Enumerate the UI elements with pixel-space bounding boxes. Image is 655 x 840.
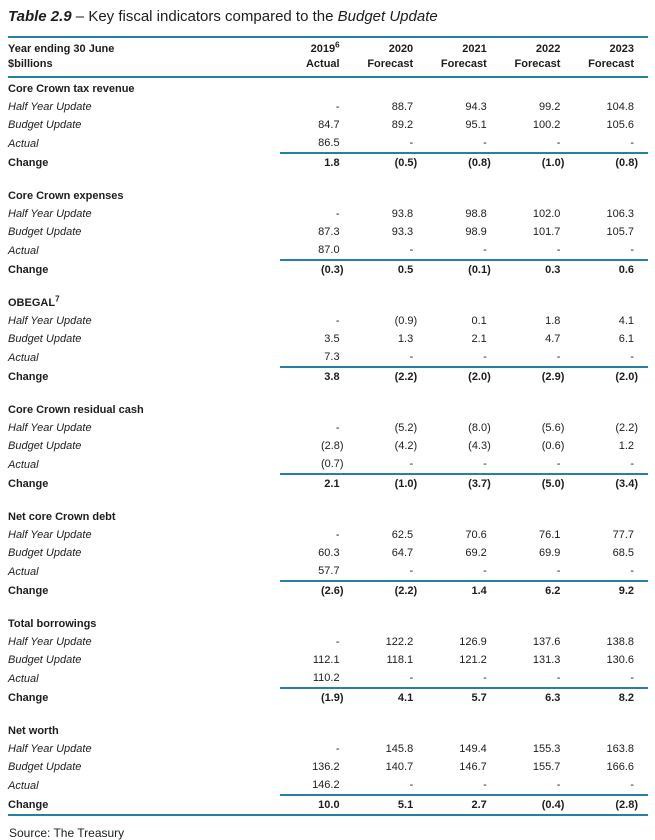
value-cell: 60.3 — [318, 547, 340, 559]
row-label: Budget Update — [8, 440, 82, 452]
section-title-text: OBEGAL — [8, 297, 56, 309]
section-superscript: 7 — [55, 294, 60, 304]
value-cell: (0.1) — [427, 260, 501, 279]
value-cell: 98.9 — [465, 226, 487, 238]
value-cell: (5.2) — [394, 422, 418, 434]
value-cell: - — [483, 565, 487, 577]
data-row — [8, 740, 648, 758]
column-superscript: 6 — [335, 40, 340, 50]
row-label: Half Year Update — [8, 208, 92, 220]
value-cell: - — [335, 208, 340, 220]
section-gap — [8, 600, 648, 613]
value-cell: 84.7 — [318, 119, 340, 131]
value-cell: - — [556, 244, 561, 256]
section-header-row — [8, 506, 648, 526]
value-cell: - — [409, 672, 414, 684]
column-header — [501, 37, 575, 77]
column-sub-label: Forecast — [440, 58, 487, 70]
value-cell: 0.3 — [501, 260, 575, 279]
section-gap — [8, 386, 648, 399]
value-cell: 6.3 — [501, 688, 575, 707]
header-row — [8, 37, 648, 77]
value-cell: 88.7 — [391, 101, 414, 113]
section-header-row — [8, 399, 648, 419]
value-cell: 122.2 — [385, 636, 414, 648]
column-year-text: 2019 — [310, 43, 336, 55]
value-cell: - — [483, 137, 487, 149]
change-row — [8, 260, 648, 279]
value-cell: 102.0 — [532, 208, 561, 220]
value-cell: 1.4 — [427, 581, 501, 600]
data-row — [8, 544, 648, 562]
gap-cell — [8, 707, 648, 720]
data-row — [8, 651, 648, 669]
value-cell: (1.9) — [280, 688, 354, 707]
value-cell: 10.0 — [280, 795, 354, 815]
section-header-row — [8, 613, 648, 633]
column-year — [427, 42, 487, 57]
section-title — [8, 399, 648, 419]
value-cell: 69.2 — [465, 547, 487, 559]
value-cell: 76.1 — [538, 529, 561, 541]
value-cell: 86.5 — [318, 137, 340, 149]
value-cell: - — [630, 672, 634, 684]
source-note: Source: The Treasury — [9, 826, 125, 840]
value-cell: 104.8 — [606, 101, 634, 113]
value-cell: 155.7 — [532, 761, 561, 773]
value-cell: (4.2) — [394, 440, 418, 452]
value-cell: 140.7 — [385, 761, 414, 773]
column-year-text: 2021 — [462, 43, 487, 55]
gap-cell — [8, 279, 648, 292]
row-label: Actual — [8, 351, 39, 364]
column-sub-label: Forecast — [588, 58, 634, 70]
value-cell: 0.1 — [471, 315, 487, 327]
value-cell: 155.3 — [532, 743, 561, 755]
row-label: Budget Update — [8, 226, 82, 238]
value-cell: 106.3 — [606, 208, 634, 220]
data-row — [8, 455, 648, 474]
row-label: Budget Update — [8, 119, 82, 131]
value-cell: 69.9 — [538, 547, 561, 559]
fiscal-indicators-table — [8, 36, 648, 822]
value-cell: (4.3) — [468, 440, 491, 452]
value-cell: - — [556, 351, 561, 363]
value-cell: 145.8 — [385, 743, 414, 755]
row-label: Change — [8, 156, 49, 169]
section-gap — [8, 493, 648, 506]
data-row — [8, 241, 648, 260]
value-cell: - — [409, 244, 414, 256]
value-cell: 149.4 — [459, 743, 487, 755]
gap-cell — [8, 172, 648, 185]
value-cell: 0.6 — [574, 260, 648, 279]
section-title-text: Core Crown tax revenue — [8, 83, 135, 95]
value-cell: 87.0 — [318, 244, 340, 256]
value-cell: - — [556, 137, 561, 149]
row-label: Budget Update — [8, 654, 82, 666]
value-cell: - — [335, 422, 340, 434]
value-cell: (8.0) — [468, 422, 491, 434]
section-title — [8, 77, 648, 98]
data-row — [8, 330, 648, 348]
value-cell: 94.3 — [465, 101, 487, 113]
data-row — [8, 419, 648, 437]
section-title — [8, 506, 648, 526]
table-title — [8, 7, 648, 27]
value-cell: 1.8 — [545, 315, 561, 327]
column-header — [354, 37, 428, 77]
value-cell: - — [409, 137, 414, 149]
title-text: Key fiscal indicators compared to the — [88, 8, 338, 25]
value-cell: 1.3 — [397, 333, 414, 345]
column-year-text: 2023 — [609, 43, 634, 55]
column-sub-label: Forecast — [514, 58, 561, 70]
column-year — [501, 42, 561, 57]
section-header-row — [8, 720, 648, 740]
table-body — [8, 77, 648, 822]
value-cell: 6.2 — [501, 581, 575, 600]
data-row — [8, 348, 648, 367]
value-cell: 126.9 — [459, 636, 487, 648]
value-cell: - — [335, 315, 340, 327]
value-cell: 137.6 — [532, 636, 561, 648]
section-title-text: Core Crown expenses — [8, 190, 124, 202]
value-cell: 166.6 — [606, 761, 634, 773]
value-cell: (2.8) — [574, 795, 648, 815]
value-cell: 64.7 — [391, 547, 414, 559]
value-cell: - — [409, 458, 414, 470]
value-cell: 105.6 — [606, 119, 634, 131]
value-cell: (2.8) — [320, 440, 344, 452]
value-cell: - — [335, 636, 340, 648]
value-cell: (2.2) — [354, 581, 428, 600]
value-cell: - — [483, 351, 487, 363]
data-row — [8, 223, 648, 241]
data-row — [8, 562, 648, 581]
value-cell: 8.2 — [574, 688, 648, 707]
row-header-cell — [8, 37, 280, 77]
section-title — [8, 292, 648, 312]
value-cell: 136.2 — [312, 761, 340, 773]
value-cell: 101.7 — [532, 226, 561, 238]
value-cell: 93.3 — [391, 226, 414, 238]
row-label: Half Year Update — [8, 636, 92, 648]
value-cell: 1.8 — [280, 153, 354, 172]
value-cell: - — [630, 779, 634, 791]
value-cell: 95.1 — [465, 119, 487, 131]
value-cell: 121.2 — [459, 654, 487, 666]
value-cell: (0.8) — [427, 153, 501, 172]
value-cell: 77.7 — [612, 529, 634, 541]
value-cell: 9.2 — [574, 581, 648, 600]
table-number: Table 2.9 — [8, 8, 72, 25]
data-row — [8, 116, 648, 134]
value-cell: - — [630, 351, 634, 363]
row-label: Change — [8, 477, 49, 490]
value-cell: - — [409, 351, 414, 363]
data-row — [8, 633, 648, 651]
column-year — [280, 42, 340, 57]
value-cell: - — [630, 137, 634, 149]
value-cell: (1.0) — [501, 153, 575, 172]
value-cell: 146.2 — [312, 779, 340, 791]
column-header — [280, 37, 354, 77]
row-label: Actual — [8, 458, 39, 471]
data-row — [8, 312, 648, 330]
value-cell: 2.7 — [427, 795, 501, 815]
value-cell: (2.0) — [574, 367, 648, 386]
value-cell: (2.2) — [615, 422, 638, 434]
value-cell: 2.1 — [280, 474, 354, 493]
value-cell: (2.9) — [501, 367, 575, 386]
value-cell: 6.1 — [618, 333, 634, 345]
value-cell: 98.8 — [465, 208, 487, 220]
value-cell: 87.3 — [318, 226, 340, 238]
section-header-row — [8, 185, 648, 205]
value-cell: 100.2 — [532, 119, 561, 131]
column-sub-label: Actual — [305, 58, 340, 70]
section-title-text: Net core Crown debt — [8, 511, 116, 523]
value-cell: 131.3 — [532, 654, 561, 666]
section-title-text: Core Crown residual cash — [8, 404, 144, 416]
value-cell: - — [483, 779, 487, 791]
value-cell: 3.5 — [324, 333, 340, 345]
bottom-rule — [8, 815, 648, 822]
title-separator: – — [71, 8, 89, 25]
section-title-text: Net worth — [8, 725, 59, 737]
value-cell: (5.6) — [541, 422, 565, 434]
year-ending-label: Year ending 30 June — [8, 43, 115, 55]
column-header — [427, 37, 501, 77]
value-cell: - — [556, 779, 561, 791]
section-title-text: Total borrowings — [8, 618, 97, 630]
row-label: Budget Update — [8, 547, 82, 559]
value-cell: 62.5 — [391, 529, 414, 541]
value-cell: 57.7 — [318, 565, 340, 577]
row-label: Budget Update — [8, 761, 82, 773]
value-cell: (0.8) — [574, 153, 648, 172]
value-cell: 4.1 — [354, 688, 428, 707]
value-cell: (2.6) — [280, 581, 354, 600]
value-cell: 0.5 — [354, 260, 428, 279]
value-cell: - — [409, 565, 414, 577]
value-cell: - — [335, 529, 340, 541]
row-label: Half Year Update — [8, 743, 92, 755]
column-header — [574, 37, 648, 77]
table-header — [8, 37, 648, 77]
row-label: Half Year Update — [8, 101, 92, 113]
value-cell: 105.7 — [606, 226, 634, 238]
change-row — [8, 153, 648, 172]
value-cell: - — [409, 779, 414, 791]
value-cell: 70.6 — [465, 529, 487, 541]
value-cell: 4.1 — [618, 315, 634, 327]
value-cell: - — [556, 672, 561, 684]
change-row — [8, 688, 648, 707]
value-cell: - — [483, 244, 487, 256]
value-cell: 112.1 — [312, 654, 340, 666]
section-title — [8, 185, 648, 205]
value-cell: - — [556, 565, 561, 577]
value-cell: - — [335, 743, 340, 755]
value-cell: - — [335, 101, 340, 113]
row-label: Half Year Update — [8, 529, 92, 541]
value-cell: 2.1 — [471, 333, 487, 345]
row-label: Change — [8, 691, 49, 704]
value-cell: (0.7) — [320, 458, 344, 470]
section-gap — [8, 172, 648, 185]
value-cell: 1.2 — [618, 440, 634, 452]
bottom-rule-cell — [8, 815, 648, 822]
value-cell: (1.0) — [354, 474, 428, 493]
title-emphasis: Budget Update — [337, 8, 438, 25]
row-label: Actual — [8, 137, 39, 150]
section-gap — [8, 707, 648, 720]
change-row — [8, 367, 648, 386]
value-cell: (0.6) — [541, 440, 565, 452]
data-row — [8, 776, 648, 795]
row-label: Actual — [8, 244, 39, 257]
change-row — [8, 581, 648, 600]
value-cell: 89.2 — [391, 119, 414, 131]
value-cell: 68.5 — [612, 547, 634, 559]
row-label: Change — [8, 370, 49, 383]
value-cell: - — [630, 565, 634, 577]
data-row — [8, 437, 648, 455]
data-row — [8, 205, 648, 223]
gap-cell — [8, 386, 648, 399]
row-label: Change — [8, 584, 49, 597]
value-cell: 118.1 — [386, 654, 414, 666]
section-gap — [8, 279, 648, 292]
value-cell: 99.2 — [538, 101, 561, 113]
row-label: Half Year Update — [8, 315, 92, 327]
column-sub-label: Forecast — [367, 58, 414, 70]
value-cell: 4.7 — [545, 333, 561, 345]
column-year — [354, 42, 414, 57]
data-row — [8, 134, 648, 153]
billions-label: $billions — [8, 58, 53, 70]
row-label: Budget Update — [8, 333, 82, 345]
value-cell: 138.8 — [606, 636, 634, 648]
value-cell: (5.0) — [501, 474, 575, 493]
section-title — [8, 613, 648, 633]
value-cell: (0.9) — [394, 315, 418, 327]
data-row — [8, 526, 648, 544]
column-year-text: 2020 — [388, 43, 414, 55]
section-header-row — [8, 77, 648, 98]
value-cell: 110.2 — [312, 672, 340, 684]
change-row — [8, 474, 648, 493]
section-title — [8, 720, 648, 740]
value-cell: (3.7) — [427, 474, 501, 493]
value-cell: 130.6 — [606, 654, 634, 666]
value-cell: - — [630, 244, 634, 256]
row-label: Change — [8, 798, 49, 811]
value-cell: - — [483, 458, 487, 470]
value-cell: (0.3) — [280, 260, 354, 279]
row-label: Actual — [8, 779, 39, 792]
value-cell: 5.1 — [354, 795, 428, 815]
row-label: Change — [8, 263, 49, 276]
value-cell: (0.4) — [501, 795, 575, 815]
row-label: Actual — [8, 565, 39, 578]
value-cell: - — [556, 458, 561, 470]
gap-cell — [8, 493, 648, 506]
column-year-text: 2022 — [535, 43, 561, 55]
value-cell: - — [630, 458, 634, 470]
row-label: Actual — [8, 672, 39, 685]
value-cell: (2.0) — [427, 367, 501, 386]
value-cell: (2.2) — [354, 367, 428, 386]
row-label: Half Year Update — [8, 422, 92, 434]
value-cell: 146.7 — [459, 761, 487, 773]
column-year — [574, 42, 634, 57]
value-cell: 3.8 — [280, 367, 354, 386]
data-row — [8, 669, 648, 688]
value-cell: - — [483, 672, 487, 684]
value-cell: 93.8 — [391, 208, 414, 220]
value-cell: 7.3 — [324, 351, 340, 363]
change-row — [8, 795, 648, 815]
section-header-row — [8, 292, 648, 312]
value-cell: (3.4) — [574, 474, 648, 493]
value-cell: 5.7 — [427, 688, 501, 707]
gap-cell — [8, 600, 648, 613]
value-cell: (0.5) — [354, 153, 428, 172]
data-row — [8, 758, 648, 776]
value-cell: 163.8 — [606, 743, 634, 755]
data-row — [8, 98, 648, 116]
